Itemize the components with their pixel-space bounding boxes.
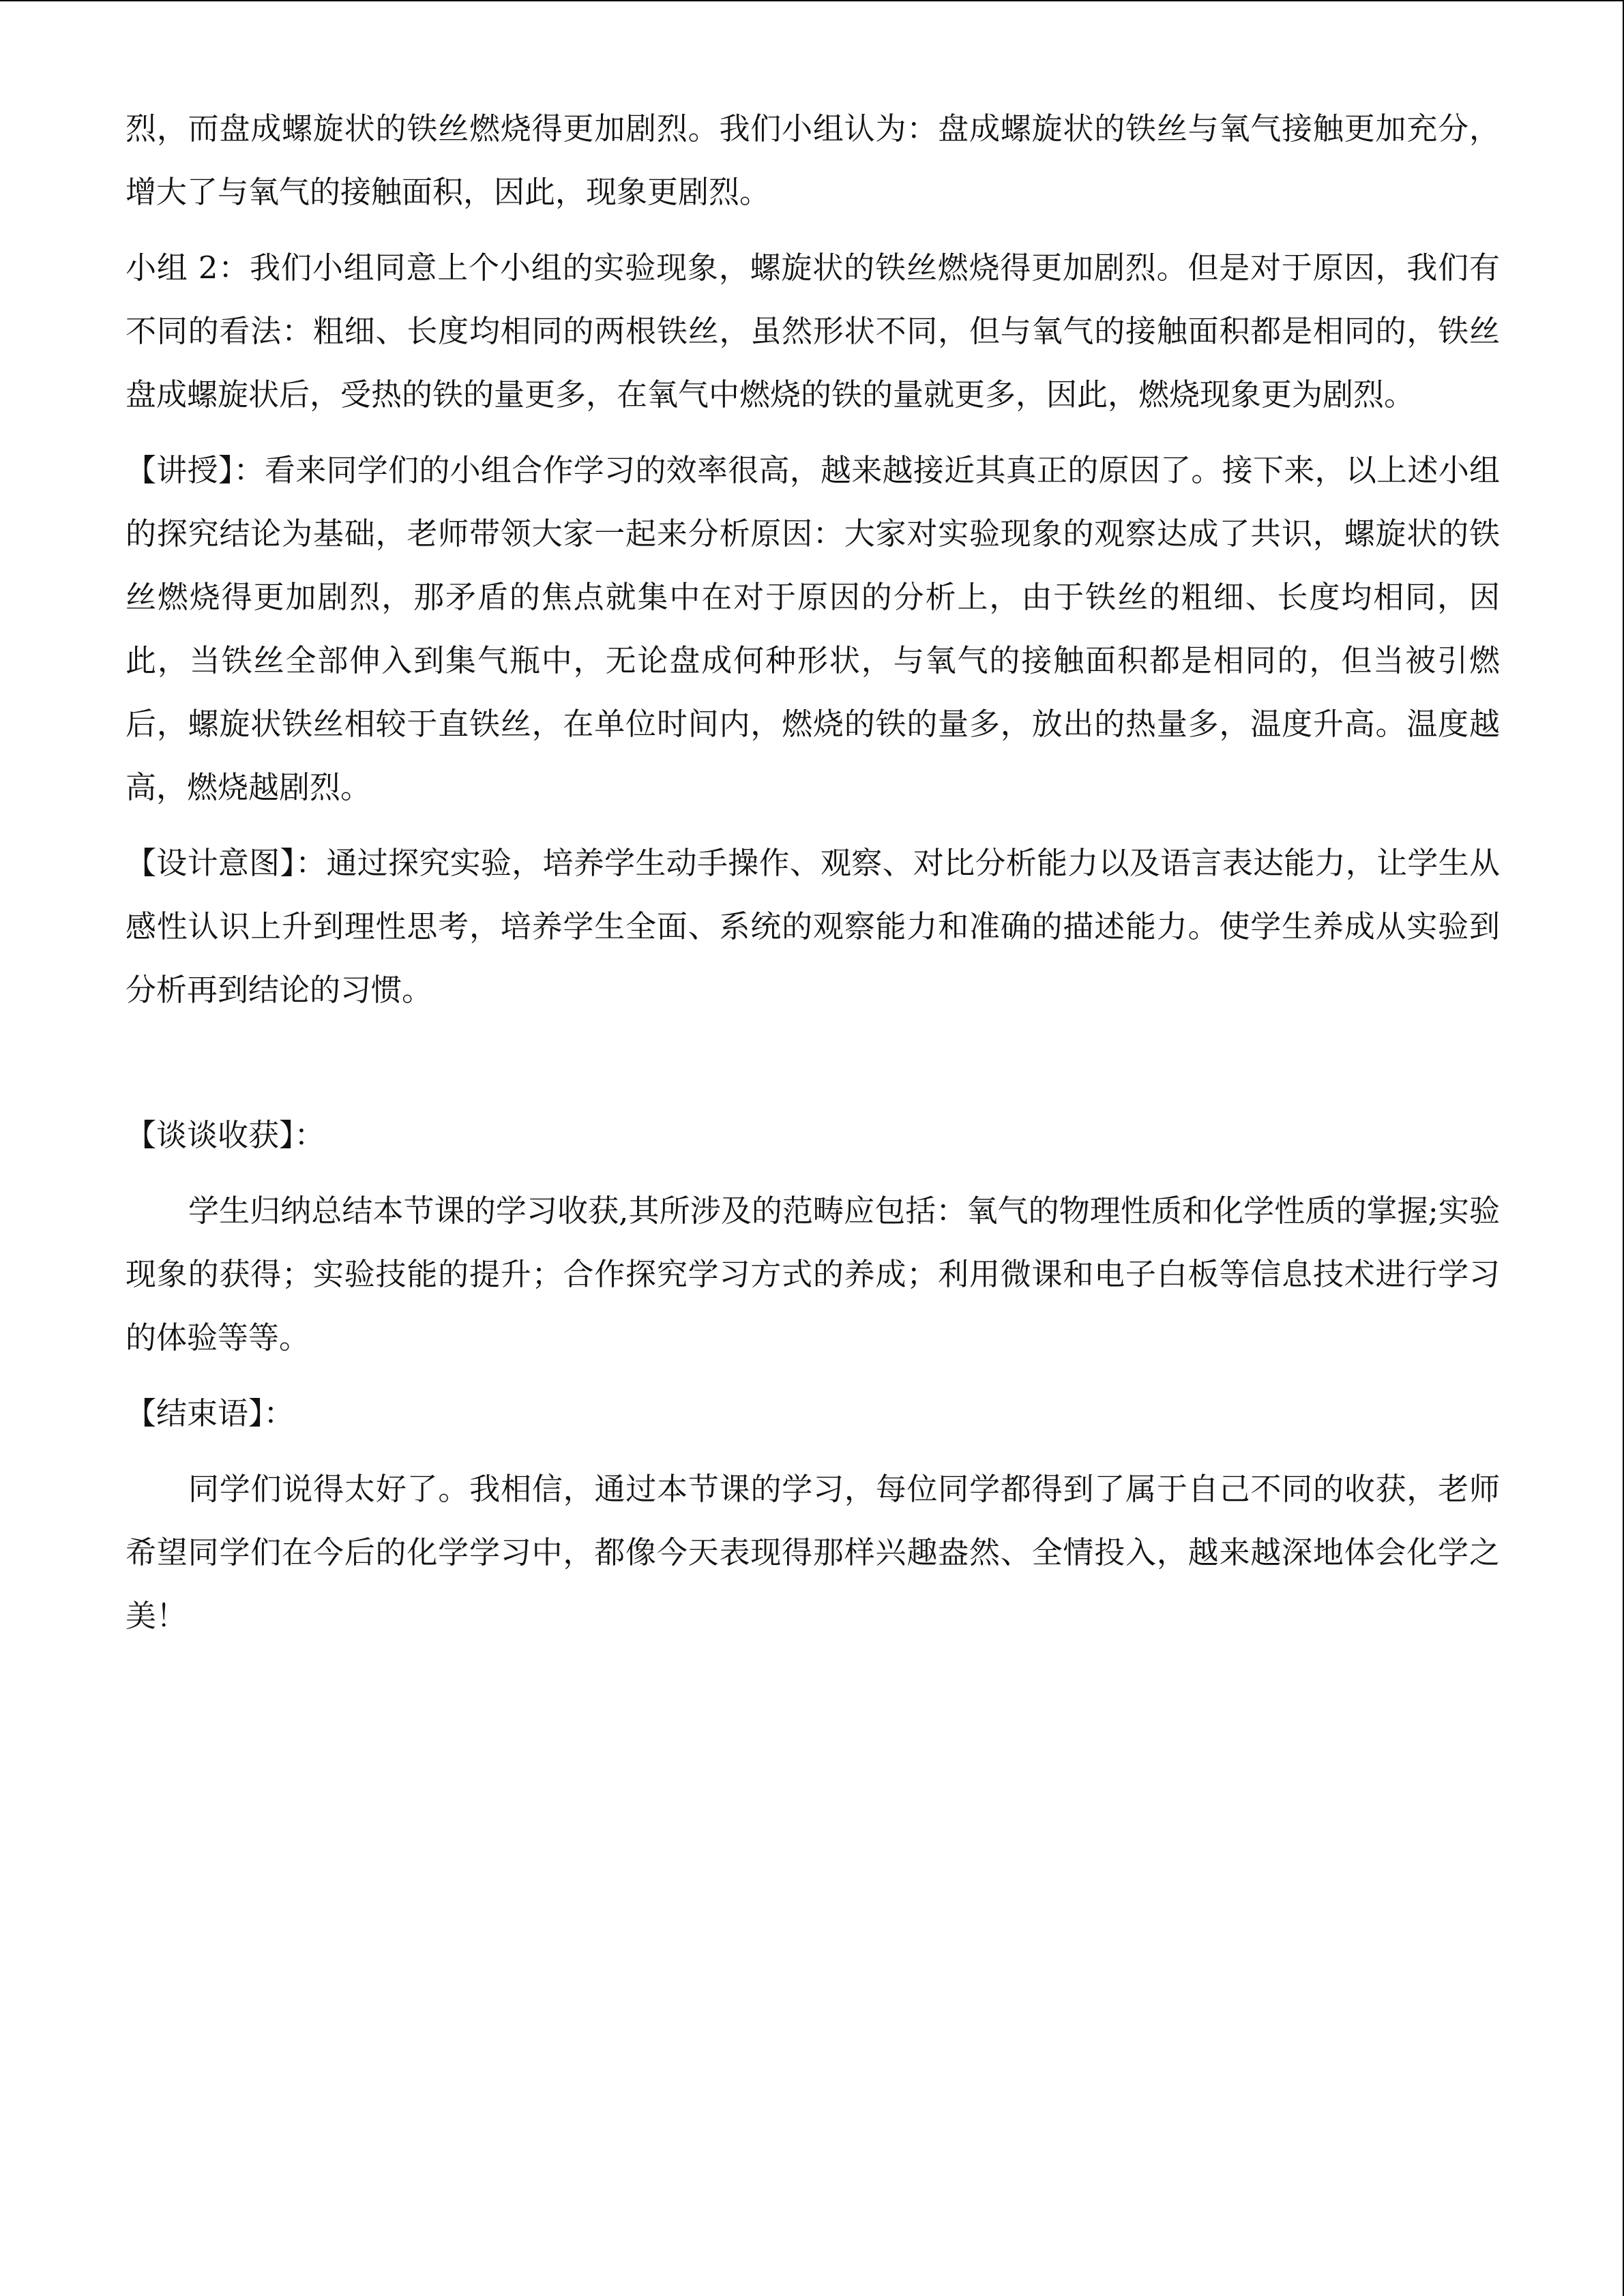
paragraph-lecture: 【讲授】：看来同学们的小组合作学习的效率很高，越来越接近其真正的原因了。接下来，以上述小组的探究结论为基础，老师带领大家一起来分析原因：大家对实验现象的观察达成了共识，螺旋状的铁丝燃烧得更加剧烈，那矛盾的焦点就集中在对于原因的分析上，由于铁丝的粗细、长度均相同，因此，当铁丝全部伸入到集气瓶中，无论盘成何种形状，与氧气的接触面积都是相同的，但当被引燃后，螺旋状铁丝相较于直铁丝，在单位时间内，燃烧的铁的量多，放出的热量多，温度升高。温度越高，燃烧越剧烈。: [126, 452, 1500, 805]
paragraph-group1-conclusion: 烈，而盘成螺旋状的铁丝燃烧得更加剧烈。我们小组认为：盘成螺旋状的铁丝与氧气接触更加充分，增大了与氧气的接触面积，因此，现象更剧烈。: [126, 110, 1500, 210]
paragraph-group2: 小组 2：我们小组同意上个小组的实验现象，螺旋状的铁丝燃烧得更加剧烈。但是对于原因，我们有不同的看法：粗细、长度均相同的两根铁丝，虽然形状不同，但与氧气的接触面积都是相同的，铁丝盘成螺旋状后，受热的铁的量更多，在氧气中燃烧的铁的量就更多，因此，燃烧现象更为剧烈。: [126, 250, 1500, 413]
paragraph-design-intent: 【设计意图】：通过探究实验，培养学生动手操作、观察、对比分析能力以及语言表达能力，让学生从感性认识上升到理性思考，培养学生全面、系统的观察能力和准确的描述能力。使学生养成从实验到分析再到结论的习惯。: [126, 845, 1500, 1008]
paragraph-harvest: 学生归纳总结本节课的学习收获,其所涉及的范畴应包括：氧气的物理性质和化学性质的掌握;实验现象的获得；实验技能的提升；合作探究学习方式的养成；利用微课和电子白板等信息技术进行学习的体验等等。: [126, 1193, 1500, 1356]
heading-closing: 【结束语】：: [126, 1395, 295, 1431]
heading-harvest: 【谈谈收获】：: [126, 1117, 325, 1153]
paragraph-closing: 同学们说得太好了。我相信，通过本节课的学习，每位同学都得到了属于自己不同的收获，老师希望同学们在今后的化学学习中，都像今天表现得那样兴趣盎然、全情投入，越来越深地体会化学之美！: [126, 1471, 1500, 1634]
document-body: [126, 97, 1500, 1660]
